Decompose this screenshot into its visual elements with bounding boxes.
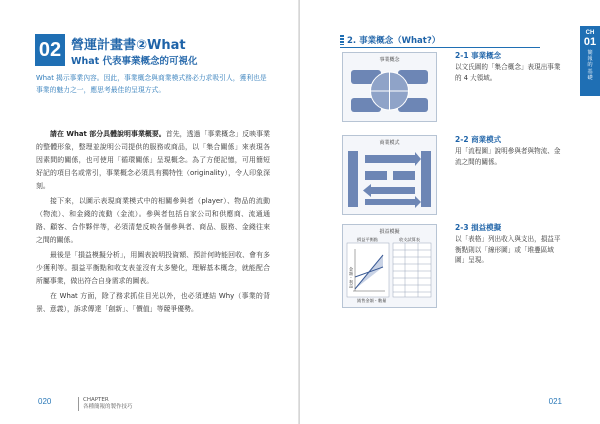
figure-caption: 事業概念	[379, 57, 400, 63]
tab-text: 簡報的基礎	[587, 50, 593, 81]
running-footer	[78, 397, 133, 411]
flow-diagram	[343, 147, 436, 213]
item-heading-concept: 2-1 事業概念	[455, 51, 502, 60]
runner-chapter: CHAPTER	[83, 397, 109, 403]
chapter-title: 營運計畫書②What	[71, 38, 186, 53]
section-marker-icon	[340, 35, 344, 45]
item-body-concept: 以文氏圖的「集合概念」表現出事業的 4 大領域。	[455, 63, 561, 82]
figure-caption: 商業模式	[379, 140, 400, 146]
paragraph-3: 最後是「損益模擬分析」，用圖表說明投資額、預計何時能回收、會有多少獲利等。損益平衡點和收支表並沒有太多變化，理解基本概念，就能配合所屬事業，做出符合自身需求的圖表。	[36, 251, 270, 285]
axis-label-x: 銷售金額・數量	[357, 298, 387, 303]
chapter-subtitle: What 代表事業概念的可視化	[71, 56, 198, 67]
paragraph-4: 在 What 方面，除了務求抓住目光以外，也必須連結 Why（事業的背景、意義），訴求傳達「創新」、「價值」等競爭優勢。	[36, 292, 270, 313]
figure-business-model	[342, 135, 437, 215]
paragraph-1-lead: 請在 What 部分具體說明事業概要。	[50, 130, 166, 138]
figure-caption: 損益模擬	[379, 229, 400, 235]
item-heading-simulation: 2-3 損益模擬	[455, 223, 502, 232]
intro-text: What 揭示事業內容。因此，事業概念與商業模式務必力求吸引人，獲利也是事業的魅力之一，應思考最佳的呈現方式。	[36, 74, 267, 94]
chapter-tab	[580, 26, 600, 96]
right-page	[300, 0, 600, 424]
flow-bar-right	[421, 151, 431, 207]
item-body-model: 用「流程圖」說明參與者與物流、金流之間的關係。	[455, 147, 561, 166]
breakeven-chart	[343, 235, 436, 305]
flow-arrow-1	[365, 155, 415, 163]
body-text	[36, 128, 270, 318]
flow-bar-left	[348, 151, 358, 207]
paragraph-1	[36, 128, 270, 193]
figure-business-concept	[342, 52, 437, 122]
flow-box-2	[393, 171, 415, 180]
page-number-right: 021	[548, 397, 562, 406]
flow-box-1	[365, 171, 387, 180]
chapter-number: 02	[35, 34, 65, 66]
paragraph-1-text: 首先，透過「事業概念」反映事業的整體形象，整理並說明公司提供的服務或商品，以「集合關係」來表現各因素間的關係，也可使用「循環關係」呈現概念。為了方便記憶，可用簡短好記的項目名或常引，事業概念必須具有獨特性（originality），令人印象深刻。	[36, 130, 270, 190]
runner-title: 各種簡報的製作技巧	[83, 404, 133, 410]
tab-number: 01	[583, 36, 597, 48]
pl-table	[393, 243, 431, 297]
section-rule	[340, 47, 540, 48]
figure-pl-simulation	[342, 224, 437, 308]
flow-arrow-3	[365, 199, 415, 205]
inner-label-breakeven: 損益平衡點	[357, 237, 378, 242]
page-number-left: 020	[38, 397, 52, 406]
item-heading-model: 2-2 商業模式	[455, 135, 502, 144]
tab-ch: CH	[585, 30, 595, 36]
paragraph-2: 接下來，以圖示表現商業模式中的相關參與者（player）、物品的流動（物流）、和金錢的流動（金流）。參與者包括自家公司和供應商、流通通路、顧客、合作夥伴等，必須清楚反映各個參與者、商品、服務、金錢往來之間的關係。	[36, 197, 270, 244]
inner-label-table: 收支試算表	[399, 237, 420, 242]
axis-label-y: 金額・利益	[349, 267, 354, 288]
flow-arrow-2	[371, 187, 415, 194]
item-body-simulation: 以「表格」列出收入與支出，損益平衡點則以「線形圖」或「堆疊區域圖」呈現。	[455, 235, 561, 264]
venn-diagram	[343, 64, 436, 120]
section-title: 2. 事業概念（What?）	[347, 36, 441, 46]
